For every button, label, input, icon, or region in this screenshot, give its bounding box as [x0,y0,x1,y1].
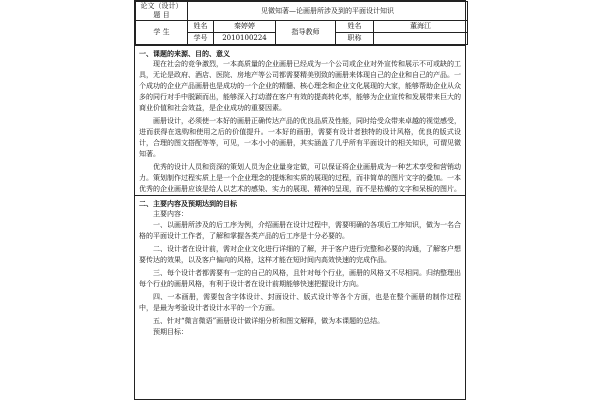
section2-heading: 二、主要内容及预期达到的目标 [139,199,237,208]
id-label: 学号 [188,33,214,45]
name-label: 姓名 [188,21,214,33]
advisor-name-label: 姓名 [336,21,374,33]
section1-paragraph: 画册设计，必须使一本好的画册正确传达产品的优良品质及性能，同时给受众带来卓越的视觉感受，进而获得在选购和使用之后的价值提升。一本好的画册，需要有设计者独特的设计风格，优良的版式设计，合理的图文搭配等等，可见，一本小小的画册，其实涵盖了几乎所有平面设计的相关知识，可谓见微知著。 [139,117,461,158]
student-name: 秦婷婷 [214,21,276,33]
topic-title: 见微知著—论画册所涉及到的平面设计知识 [188,2,468,21]
advisor-title [374,33,468,45]
section2-paragraph: 五、针对“微言微语”画册设计做详细分析和图文解释，做为本课题的总结。 [153,317,385,325]
advisor-name: 董海江 [374,21,468,33]
student-id: 2010100224 [214,33,276,45]
section1-paragraph: 优秀的设计人员和资深的策划人员为企业量身定做，可以保证将企业画册成为一种艺术享受和营销动力。策划制作过程实质上是一个企业理念的提炼和实质的展现的过程，而非简单的图片文字的叠加。一本优秀的企业画册应该是给人以艺术的感染、实力的展现、精神的呈现，而不是枯燥的文字和呆板的图片。 [139,163,461,193]
section1-heading: 一、课题的来源、目的、意义 [139,49,230,58]
section2-trailing: 预期目标： [153,328,188,336]
section-content [135,195,465,338]
topic-label [136,2,188,21]
topic-row [136,2,468,21]
section2-subheading: 主要内容： [153,210,188,218]
proposal-form [134,0,466,400]
name-row [136,21,468,33]
section1-paragraph: 现在社会的竞争激烈，一本高质量的企业画册已经成为一个公司或企业对外宣传和展示不可或缺的工具，无论是政府、酒店、医院、房地产等公司都需要精美别致的画册来体现自己的企业和自己的产品。一个成功的企业产品画册也是成功的一个企业的精髓、核心理念和企业文化展现的大家，能够帮助企业从众多的同行对手中脱颖而出，能够深入打动潜在客户有效的提高转化率，能够为企业宣传和发展带来巨大的商业价值和社会效益，是企业成功的重要因素。 [139,60,461,112]
section2-paragraph: 四、一本画册，需要包含字体设计、封面设计、版式设计等各个方面，也是在整个画册的制作过程中，是最为考验设计者设计水平的一个方面。 [139,293,461,312]
section-origin [135,45,465,195]
header-table [135,1,468,45]
topic-label-line1: 论文（设计） [140,2,183,10]
advisor-label: 指导教师 [276,21,336,45]
title-label: 职称 [336,33,374,45]
section2-paragraph: 二、设计者在设计前，需对企业文化进行详细的了解，并于客户进行完整和必要的沟通，了解客户想要传达的效果，以及客户偏向的风格，这样才能在短时间内高效快速的完成作品。 [139,245,461,264]
topic-label-line2: 题 目 [153,11,170,19]
section2-paragraph: 一、以画册所涉及的后工序为例，介绍画册在设计过程中，需要明确的各项后工序知识，做为一名合格的平面设计工作者，了解和掌握各类产品的后工序是十分必要的。 [139,221,461,240]
student-label: 学 生 [136,21,188,45]
section2-paragraph: 三、每个设计者都需要有一定的自己的风格，且针对每个行业，画册的风格又不尽相同。归纳整理出每个行业的画册风格，有利于设计者在设计前期能够快速把握设计方向。 [139,269,461,288]
